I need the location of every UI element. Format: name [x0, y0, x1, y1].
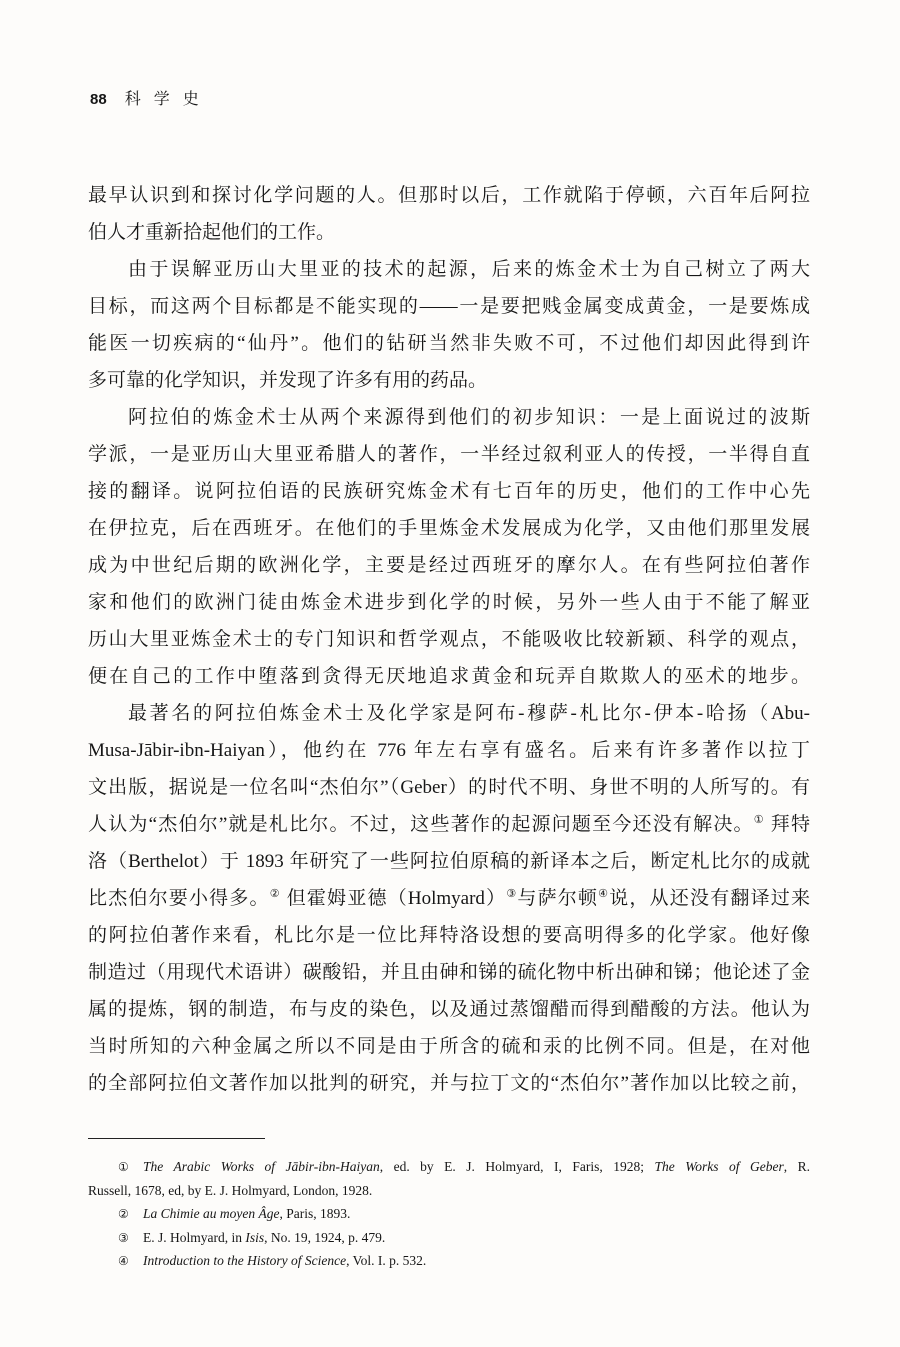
text-line: 文出版，据说是一位名叫“杰伯尔”（Geber）的时代不明、身世不明的人所写的。有: [88, 777, 810, 798]
text-segment: 但霍姆亚德（Holmyard）: [280, 888, 507, 909]
running-title: 科 学 史: [124, 91, 199, 108]
text-line: 属的提炼，钢的制造，布与皮的染色，以及通过蒸馏醋而得到醋酸的方法。他认为: [88, 999, 810, 1020]
body-text: [88, 177, 810, 1102]
text-segment: 与萨尔顿: [517, 888, 599, 909]
citation-text: , Paris, 1893.: [279, 1206, 351, 1221]
footnote-1-continued: [88, 1179, 810, 1203]
text-line: 历山大里亚炼金术士的专门知识和哲学观点，不能吸收比较新颖、科学的观点，: [88, 629, 810, 650]
page-header: [90, 88, 199, 112]
text-segment: 人认为“杰伯尔”就是札比尔。不过，这些著作的起源问题至今还没有解决。: [88, 814, 754, 835]
text-line: 学派，一是亚历山大里亚希腊人的著作，一半经过叙利亚人的传授，一半得自直: [88, 444, 810, 465]
footnote-marker: ②: [118, 1207, 129, 1221]
text-line: 由于误解亚历山大里亚的技术的起源，后来的炼金术士为自己树立了两大: [128, 259, 810, 280]
footnote-marker: ③: [118, 1230, 129, 1245]
footnote-2: [88, 1202, 810, 1226]
citation-title: La Chimie au moyen Âge: [143, 1206, 280, 1221]
citation-text: , Vol. I. p. 532.: [346, 1253, 427, 1268]
footnote-1: [88, 1155, 810, 1179]
footnotes: [88, 1155, 810, 1273]
text-line: 接的翻译。说阿拉伯语的民族研究炼金术有七百年的历史，他们的工作中心先: [88, 481, 810, 502]
paragraph-2: [88, 251, 810, 399]
text-segment: 说，从还没有翻译过来: [609, 888, 810, 909]
text-line: [88, 880, 810, 917]
footnote-marker: ①: [118, 1160, 129, 1174]
footnote-4: [88, 1249, 810, 1273]
citation-title: The Arabic Works of Jābir-ibn-Haiyan: [143, 1159, 380, 1174]
citation-text: , R.: [783, 1159, 810, 1174]
citation-title: Isis: [245, 1229, 265, 1245]
text-line: 便在自己的工作中堕落到贪得无厌地追求黄金和玩弄自欺欺人的巫术的地步。: [88, 666, 810, 687]
footnote-ref-1: ①: [753, 814, 765, 826]
text-line: 最早认识到和探讨化学问题的人。但那时以后，工作就陷于停顿，六百年后阿拉: [88, 185, 810, 206]
text-line: 成为中世纪后期的欧洲化学，主要是经过西班牙的摩尔人。在有些阿拉伯著作: [88, 555, 810, 576]
text-line: 最著名的阿拉伯炼金术士及化学家是阿布-穆萨-札比尔-伊本-哈扬（Abu-: [128, 703, 810, 724]
paragraph-1: [88, 177, 810, 251]
citation-text: Russell, 1678, ed, by E. J. Holmyard, London, 1928.: [88, 1182, 373, 1198]
text-line: 家和他们的欧洲门徒由炼金术进步到化学的时候，另外一些人由于不能了解亚: [88, 592, 810, 613]
paragraph-4: [88, 695, 810, 1102]
text-line: 制造过（用现代术语讲）碳酸铅，并且由砷和锑的硫化物中析出砷和锑；他论述了金: [88, 962, 810, 983]
text-segment: 比杰伯尔要小得多。: [88, 888, 270, 909]
footnote-ref-2: ②: [269, 888, 281, 900]
paragraph-3: [88, 399, 810, 695]
text-line: 的全部阿拉伯文著作加以批判的研究，并与拉丁文的“杰伯尔”著作加以比较之前，: [88, 1073, 810, 1094]
citation-text: , No. 19, 1924, p. 479.: [264, 1229, 386, 1245]
footnote-rule: [88, 1138, 265, 1139]
footnote-ref-3: ③: [506, 888, 518, 900]
text-line: 在伊拉克，后在西班牙。在他们的手里炼金术发展成为化学，又由他们那里发展: [88, 518, 810, 539]
text-line: 能医一切疾病的“仙丹”。他们的钻研当然非失败不可，不过他们却因此得到许: [88, 333, 810, 354]
footnote-marker: ④: [118, 1254, 129, 1268]
text-line: 洛（Berthelot）于 1893 年研究了一些阿拉伯原稿的新译本之后，断定札比尔的成就: [88, 851, 810, 872]
text-line: 的阿拉伯著作来看，札比尔是一位比拜特洛设想的要高明得多的化学家。他好像: [88, 925, 810, 946]
citation-text: E. J. Holmyard, in: [143, 1229, 246, 1245]
text-line: 目标，而这两个目标都是不能实现的——一是要把贱金属变成黄金，一是要炼成: [88, 296, 810, 317]
citation-text: , ed. by E. J. Holmyard, I, Faris, 1928;: [379, 1159, 655, 1174]
citation-title: Introduction to the History of Science: [143, 1253, 347, 1268]
text-line: 多可靠的化学知识，并发现了许多有用的药品。: [88, 370, 488, 391]
footnote-3: [88, 1226, 810, 1250]
text-line: 阿拉伯的炼金术士从两个来源得到他们的初步知识：一是上面说过的波斯: [128, 407, 810, 428]
text-line: Musa-Jābir-ibn-Haiyan），他约在 776 年左右享有盛名。后来有许多著作以拉丁: [88, 740, 810, 761]
page-number: 88: [90, 91, 107, 108]
text-line: 当时所知的六种金属之所以不同是由于所含的硫和汞的比例不同。但是，在对他: [88, 1036, 810, 1057]
text-line: [88, 806, 810, 843]
footnote-ref-4: ④: [598, 888, 610, 900]
text-segment: 拜特: [764, 814, 810, 835]
citation-title: The Works of Geber: [654, 1159, 784, 1174]
text-line: 伯人才重新拾起他们的工作。: [88, 222, 336, 243]
